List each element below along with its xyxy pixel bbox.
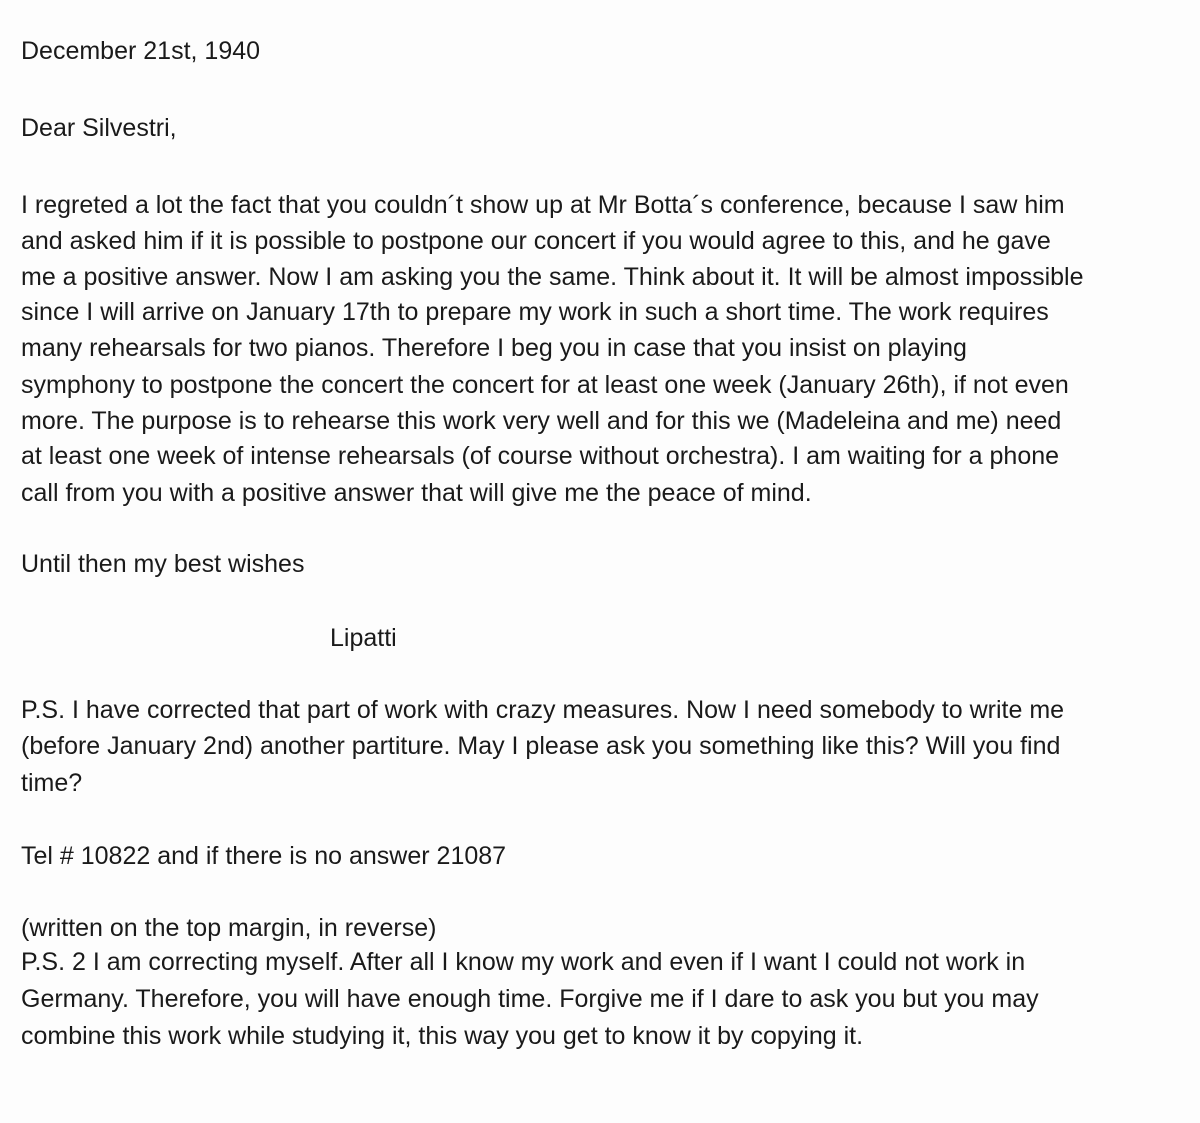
body-line: at least one week of intense rehearsals (of course without orchestra). I am waiting for a phone [21,442,1060,470]
ps2-line: Germany. Therefore, you will have enough time. Forgive me if I dare to ask you but you may [21,985,1039,1013]
body-line: call from you with a positive answer that will give me the peace of mind. [21,479,812,507]
body-line: I regreted a lot the fact that you couldn´t show up at Mr Botta´s conference, because I saw him [21,191,1065,219]
ps-line: P.S. I have corrected that part of work with crazy measures. Now I need somebody to write me [21,696,1065,724]
letter-date: December 21st, 1940 [21,37,261,65]
body-line: me a positive answer. Now I am asking you the same. Think about it. It will be almost impossible [21,263,1084,291]
body-line: since I will arrive on January 17th to prepare my work in such a short time. The work requires [21,298,1049,326]
body-line: and asked him if it is possible to postpone our concert if you would agree to this, and he gave [21,227,1051,255]
signature: Lipatti [330,624,397,652]
salutation: Dear Silvestri, [21,114,177,142]
telephone-note: Tel # 10822 and if there is no answer 21087 [21,842,507,870]
ps2-line: combine this work while studying it, this way you get to know it by copying it. [21,1022,864,1050]
body-line: many rehearsals for two pianos. Therefore I beg you in case that you insist on playing [21,334,967,362]
closing: Until then my best wishes [21,550,305,578]
ps-line: time? [21,769,83,797]
body-line: symphony to postpone the concert the concert for at least one week (January 26th), if not even [21,371,1069,399]
ps2-line: P.S. 2 I am correcting myself. After all I know my work and even if I want I could not work in [21,948,1026,976]
margin-note: (written on the top margin, in reverse) [21,914,437,942]
ps-line: (before January 2nd) another partiture. May I please ask you something like this? Will you find [21,732,1061,760]
body-line: more. The purpose is to rehearse this work very well and for this we (Madeleina and me) need [21,407,1062,435]
